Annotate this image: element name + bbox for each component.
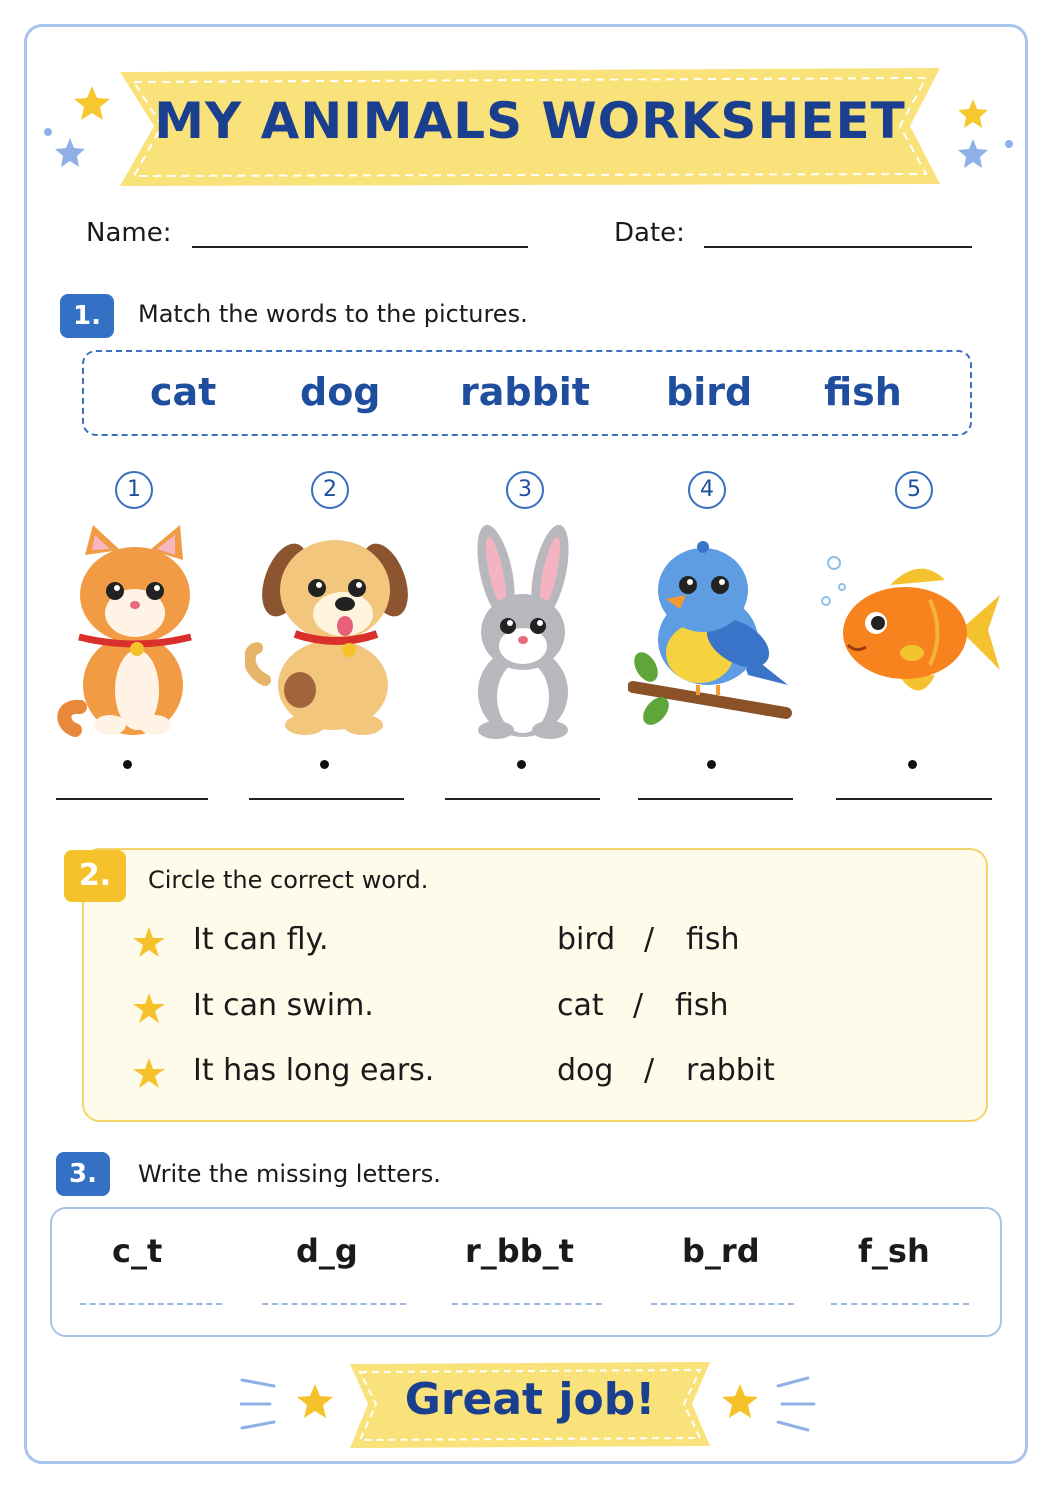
section-2-instruction: Circle the correct word. [148,866,429,894]
section-3-instruction: Write the missing letters. [138,1160,441,1188]
answer-line[interactable] [445,798,600,800]
decor-stars-right [945,95,1025,185]
match-dot[interactable] [908,760,917,769]
choice-a[interactable]: dog [557,1053,614,1088]
missing-letter-word: b_rd [682,1232,760,1270]
sentence: It has long ears. [193,1053,435,1088]
date-field[interactable] [704,246,972,248]
star-icon [132,926,166,960]
choice-separator: / [633,988,644,1023]
picture-number: 3 [506,471,544,509]
match-dot[interactable] [123,760,132,769]
word-bank-item: dog [300,370,381,414]
date-label: Date: [614,218,685,248]
word-bank-item: rabbit [460,370,590,414]
star-icon [958,99,988,128]
section-1-badge: 1. [60,294,114,338]
write-line[interactable] [651,1303,794,1305]
cat-illustration [55,525,205,740]
dog-illustration [245,530,410,735]
choice-a[interactable]: bird [557,922,616,957]
sentence: It can swim. [193,988,374,1023]
missing-letter-word: r_bb_t [465,1232,574,1270]
sentence: It can fly. [193,922,329,957]
choice-b[interactable]: rabbit [686,1053,775,1088]
word-bank-item: bird [666,370,753,414]
fish-illustration [820,555,1005,705]
choice-b[interactable]: fish [675,988,729,1023]
footer-message: Great job! [404,1374,656,1425]
answer-line[interactable] [249,798,404,800]
missing-letter-word: d_g [296,1232,358,1270]
section-3-badge: 3. [56,1152,110,1196]
match-dot[interactable] [517,760,526,769]
name-field[interactable] [192,246,528,248]
match-dot[interactable] [707,760,716,769]
answer-line[interactable] [836,798,992,800]
star-icon [958,139,988,168]
star-icon [74,86,110,120]
star-icon [132,1057,166,1091]
choice-separator: / [644,922,655,957]
missing-letters-panel [50,1207,1002,1337]
picture-number: 2 [311,471,349,509]
page-title: MY ANIMALS WORKSHEET [154,92,906,150]
answer-line[interactable] [638,798,793,800]
decor-stars-left [40,80,120,180]
picture-number: 1 [115,471,153,509]
section-2-badge: 2. [64,850,126,902]
bird-illustration [628,535,793,725]
word-bank-item: cat [150,370,217,414]
star-icon [55,138,85,167]
star-icon [132,992,166,1026]
write-line[interactable] [831,1303,969,1305]
word-bank-item: fish [824,370,902,414]
write-line[interactable] [80,1303,222,1305]
name-label: Name: [86,218,172,248]
picture-number: 5 [895,471,933,509]
section-1-instruction: Match the words to the pictures. [138,300,528,328]
missing-letter-word: f_sh [858,1232,930,1270]
choice-separator: / [644,1053,655,1088]
choice-a[interactable]: cat [557,988,604,1023]
write-line[interactable] [262,1303,406,1305]
answer-line[interactable] [56,798,208,800]
write-line[interactable] [452,1303,602,1305]
match-dot[interactable] [320,760,329,769]
missing-letter-word: c_t [112,1232,163,1270]
choice-b[interactable]: fish [686,922,740,957]
rabbit-illustration [466,522,581,742]
picture-number: 4 [688,471,726,509]
